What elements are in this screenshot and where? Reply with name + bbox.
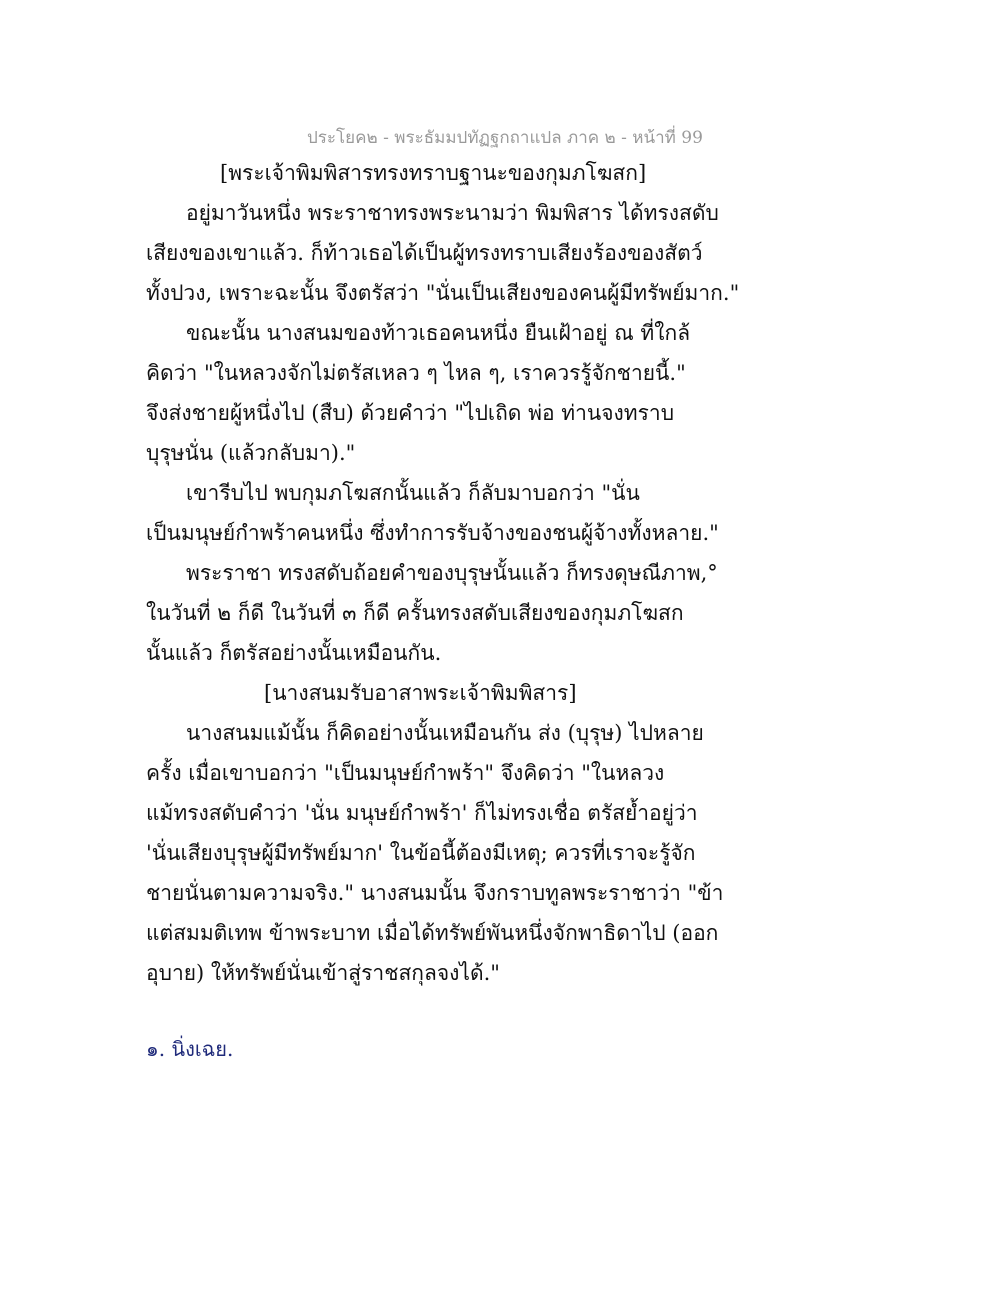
paragraph-line: เป็นมนุษย์กำพร้าคนหนึ่ง ซึ่งทำการรับจ้างของชนผู้จ้างทั้งหลาย." — [146, 521, 719, 545]
footnote: ๑. นิ่งเฉย. — [146, 1037, 234, 1061]
paragraph-line: เสียงของเขาแล้ว. ก็ท้าวเธอได้เป็นผู้ทรงทราบเสียงร้องของสัตว์ — [146, 241, 703, 265]
paragraph-line: ครั้ง เมื่อเขาบอกว่า "เป็นมนุษย์กำพร้า" จึงคิดว่า "ในหลวง — [146, 761, 665, 785]
page-header: ประโยค๒ - พระธัมมปทัฏฐกถาแปล ภาค ๒ - หน้าที่ 99 — [307, 128, 703, 148]
paragraph-line: อยู่มาวันหนึ่ง พระราชาทรงพระนามว่า พิมพิสาร ได้ทรงสดับ — [186, 201, 719, 225]
paragraph-line: นางสนมแม้นั้น ก็คิดอย่างนั้นเหมือนกัน ส่ง (บุรุษ) ไปหลาย — [186, 721, 704, 745]
paragraph-line: แต่สมมติเทพ ข้าพระบาท เมื่อได้ทรัพย์พันหนึ่งจักพาธิดาไป (ออก — [146, 921, 719, 945]
paragraph-line: 'นั่นเสียงบุรุษผู้มีทรัพย์มาก' ในข้อนี้ต้องมีเหตุ; ควรที่เราจะรู้จัก — [146, 841, 696, 865]
paragraph-line: อุบาย) ให้ทรัพย์นั่นเข้าสู่ราชสกุลจงได้." — [146, 961, 500, 985]
section-heading: [พระเจ้าพิมพิสารทรงทราบฐานะของกุมภโฆสก] — [220, 161, 647, 185]
paragraph-line: คิดว่า "ในหลวงจักไม่ตรัสเหลว ๆ ไหล ๆ, เราควรรู้จักชายนี้." — [146, 361, 686, 385]
paragraph-line: ทั้งปวง, เพราะฉะนั้น จึงตรัสว่า "นั่นเป็นเสียงของคนผู้มีทรัพย์มาก." — [146, 281, 740, 305]
paragraph-line: แม้ทรงสดับคำว่า 'นั่น มนุษย์กำพร้า' ก็ไม่ทรงเชื่อ ตรัสย้ำอยู่ว่า — [146, 801, 698, 825]
paragraph-line: ในวันที่ ๒ ก็ดี ในวันที่ ๓ ก็ดี ครั้นทรงสดับเสียงของกุมภโฆสก — [146, 601, 684, 625]
paragraph-line: เขารีบไป พบกุมภโฆสกนั้นแล้ว ก็ลับมาบอกว่า "นั่น — [186, 481, 640, 505]
paragraph-line: พระราชา ทรงสดับถ้อยคำของบุรุษนั้นแล้ว ก็ทรงดุษณีภาพ,° — [186, 561, 718, 585]
paragraph-line: นั้นแล้ว ก็ตรัสอย่างนั้นเหมือนกัน. — [146, 641, 442, 665]
paragraph-line: บุรุษนั่น (แล้วกลับมา)." — [146, 441, 356, 465]
paragraph-line: ขณะนั้น นางสนมของท้าวเธอคนหนึ่ง ยืนเฝ้าอยู่ ณ ที่ใกล้ — [186, 321, 691, 345]
section-heading: [นางสนมรับอาสาพระเจ้าพิมพิสาร] — [264, 681, 577, 705]
paragraph-line: ชายนั่นตามความจริง." นางสนมนั้น จึงกราบทูลพระราชาว่า "ข้า — [146, 881, 724, 905]
paragraph-line: จึงส่งชายผู้หนึ่งไป (สืบ) ด้วยคำว่า "ไปเถิด พ่อ ท่านจงทราบ — [146, 401, 675, 425]
